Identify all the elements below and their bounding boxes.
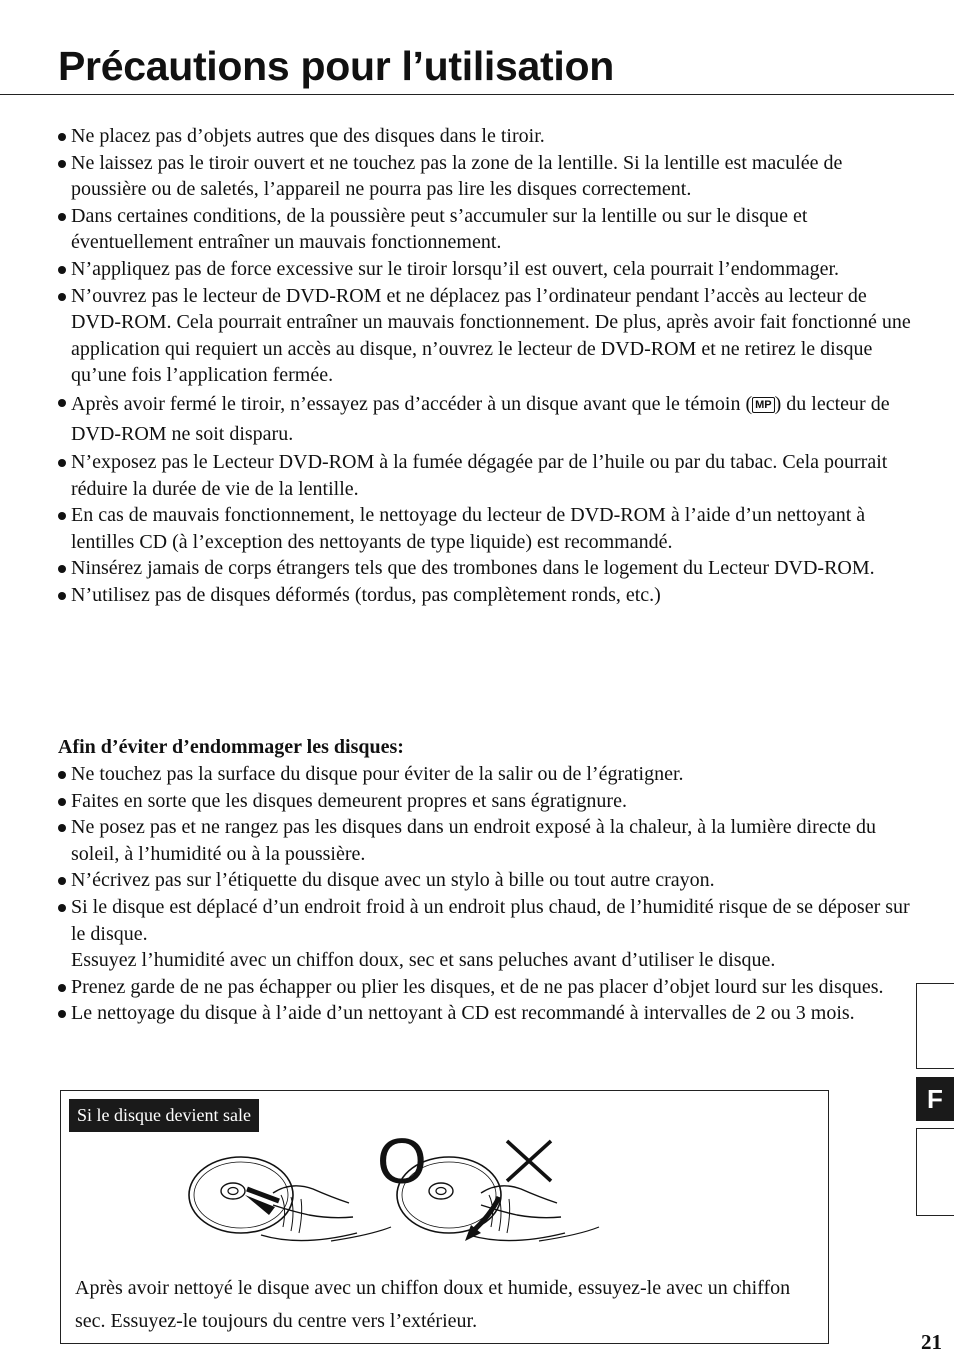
wrong-mark: X [181, 1135, 182, 1136]
mp-indicator-icon: MP [752, 397, 775, 413]
list-item: Prenez garde de ne pas échapper ou plier les disques, et de ne pas placer d’objet lourd sur les disques. [57, 974, 917, 1001]
list-item: N’écrivez pas sur l’étiquette du disque avec un stylo à bille ou tout autre crayon. [57, 867, 917, 894]
list-item: Ne touchez pas la surface du disque pour éviter de la salir ou de l’égratigner. [57, 761, 917, 788]
list-item: N’appliquez pas de force excessive sur le tiroir lorsqu’il est ouvert, cela pourrait l’endommager. [57, 256, 917, 283]
disc-cleaning-illustration [181, 1135, 601, 1265]
title-divider [0, 94, 954, 95]
side-tab-lower [916, 1128, 954, 1216]
page-title: Précautions pour l’utilisation [58, 43, 614, 89]
list-item: N’ouvrez pas le lecteur de DVD-ROM et ne déplacez pas l’ordinateur pendant l’accès au lecteur de DVD-ROM. Cela pourrait entraîner un mauvais fonctionnement. De plus, après avoir fait fonctionné une application qui requiert un accès au disque, n’ouvrez le lecteur de DVD-ROM et ne retirez le disque qu’une fois l’application fermée. [57, 283, 917, 389]
list-item: Faites en sorte que les disques demeurent propres et sans égratignure. [57, 788, 917, 815]
disc-section-heading: Afin d’éviter d’endommager les disques: [58, 736, 404, 758]
list-item: N’exposez pas le Lecteur DVD-ROM à la fumée dégagée par de l’huile ou par du tabac. Cela pourrait réduire la durée de vie de la lentille. [57, 449, 917, 502]
list-item: Ne placez pas d’objets autres que des disques dans le tiroir. [57, 123, 917, 150]
list-item: N’utilisez pas de disques déformés (tordus, pas complètement ronds, etc.) [57, 582, 917, 609]
list-item: En cas de mauvais fonctionnement, le nettoyage du lecteur de DVD-ROM à l’aide d’un nettoyant à lentilles CD (à l’exception des nettoyants de type liquide) est recommandé. [57, 502, 917, 555]
list-item: Si le disque est déplacé d’un endroit froid à un endroit plus chaud, de l’humidité risque de se déposer sur le disque. Essuyez l’humidité avec un chiffon doux, sec et sans peluches avant d’utiliser le disque. [57, 894, 917, 974]
list-item: Le nettoyage du disque à l’aide d’un nettoyant à CD est recommandé à intervalles de 2 ou 3 mois. [57, 1000, 917, 1027]
side-tab-upper [916, 983, 954, 1069]
wrong-wiping-illustration [397, 1157, 599, 1241]
indicator-text-before: Après avoir fermé le tiroir, n’essayez pas d’accéder à un disque avant que le témoin ( [71, 392, 753, 415]
list-item-indicator [57, 389, 917, 449]
correct-mark: O [377, 1135, 427, 1197]
list-item: Ne laissez pas le tiroir ouvert et ne touchez pas la zone de la lentille. Si la lentille est maculée de poussière ou de saletés, l’appareil ne pourra pas lire les disques correctement. [57, 150, 917, 203]
dirty-disc-label: Si le disque devient sale [69, 1099, 259, 1132]
wrong-mark-icon [507, 1141, 551, 1181]
dirty-disc-text: Après avoir nettoyé le disque avec un chiffon doux et humide, essuyez-le avec un chiffon sec. Essuyez-le toujours du centre vers l’extérieur. [75, 1277, 791, 1332]
correct-wiping-illustration [189, 1157, 391, 1241]
list-item: Ninsérez jamais de corps étrangers tels que des trombones dans le logement du Lecteur DVD-ROM. [57, 555, 917, 582]
indicator-text-after: ) du lecteur de DVD-ROM ne soit disparu. [71, 392, 890, 445]
general-precautions-list [57, 123, 917, 609]
list-item: Dans certaines conditions, de la poussière peut s’accumuler sur la lentille ou sur le disque et éventuellement entraîner un mauvais fonctionnement. [57, 203, 917, 256]
page-number: 21 [921, 1330, 942, 1354]
disc-precautions-list [57, 761, 917, 1027]
language-tab-f: F [916, 1077, 954, 1121]
dirty-disc-box [60, 1090, 829, 1344]
list-item: Ne posez pas et ne rangez pas les disques dans un endroit exposé à la chaleur, à la lumière directe du soleil, à l’humidité ou à la poussière. [57, 814, 917, 867]
